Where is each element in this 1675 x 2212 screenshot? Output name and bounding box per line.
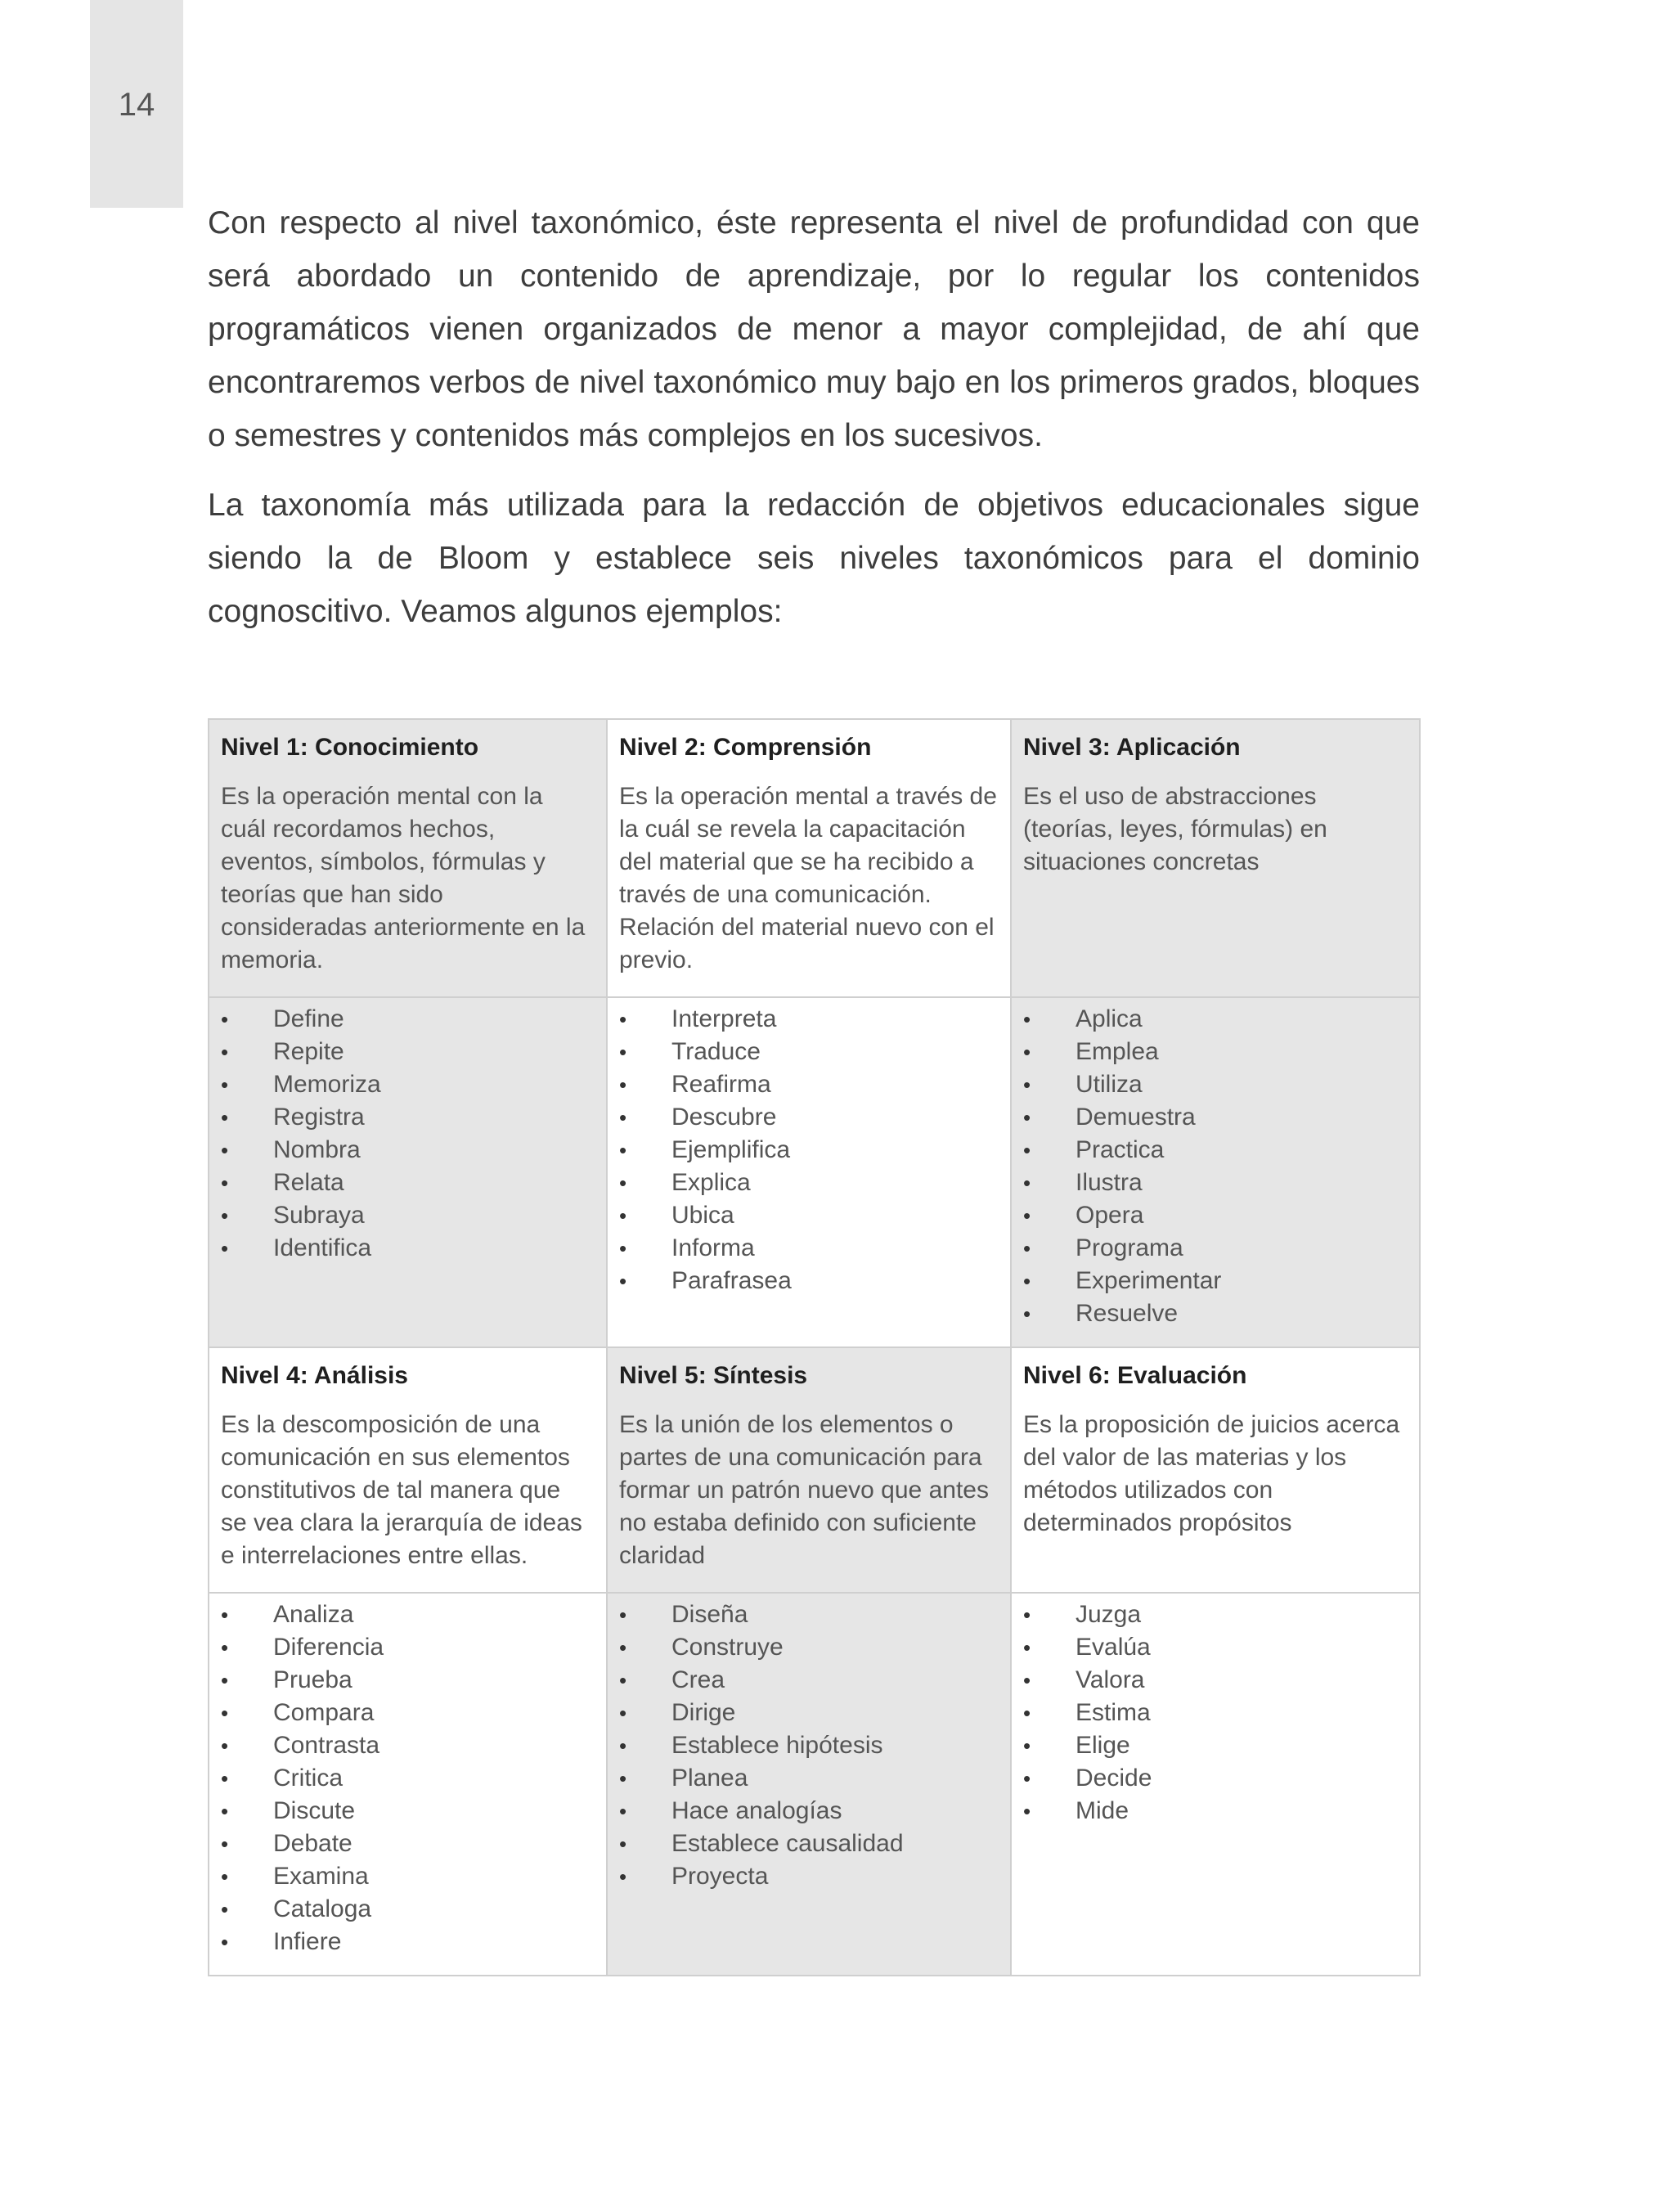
bullet-icon: • bbox=[221, 1766, 229, 1791]
verb-text: Define bbox=[273, 1005, 344, 1032]
level-5-verb-list bbox=[619, 1594, 997, 1909]
bullet-icon: • bbox=[619, 1072, 627, 1097]
bullet-icon: • bbox=[1023, 1799, 1031, 1823]
table-row-levels-4-6-verbs bbox=[209, 1593, 1420, 1976]
bullet-icon: • bbox=[619, 1040, 627, 1064]
bullet-icon: • bbox=[221, 1236, 229, 1261]
verb-list-item bbox=[221, 1598, 593, 1631]
verb-text: Crea bbox=[671, 1666, 725, 1693]
verb-list-item bbox=[1023, 1265, 1406, 1297]
verb-list-item bbox=[221, 1664, 593, 1697]
bullet-icon: • bbox=[1023, 1072, 1031, 1097]
verb-list-item bbox=[619, 1795, 997, 1828]
bullet-icon: • bbox=[619, 1766, 627, 1791]
bullet-icon: • bbox=[1023, 1040, 1031, 1064]
verb-list-item bbox=[221, 1036, 593, 1068]
level-4-heading-cell bbox=[209, 1347, 607, 1593]
verb-list-item bbox=[619, 1101, 997, 1134]
body-text bbox=[208, 196, 1420, 654]
level-5-title: Nivel 5: Síntesis bbox=[619, 1362, 808, 1389]
verb-list-item bbox=[221, 1631, 593, 1664]
level-5-heading-cell bbox=[607, 1347, 1011, 1593]
table-row-levels-1-3-heading bbox=[209, 719, 1420, 997]
level-2-description: Es la operación mental a través de la cuál se revela la capacitación del material que se ha recibido a través de una comunicación. Relación del material nuevo con el previo. bbox=[619, 783, 997, 973]
verb-text: Critica bbox=[273, 1765, 344, 1792]
verb-list-item bbox=[1023, 1762, 1406, 1795]
verb-text: Compara bbox=[273, 1699, 375, 1726]
verb-text: Planea bbox=[671, 1765, 748, 1792]
bullet-icon: • bbox=[1023, 1635, 1031, 1660]
level-4-verb-list bbox=[221, 1594, 593, 1975]
bullet-icon: • bbox=[619, 1799, 627, 1823]
bullet-icon: • bbox=[1023, 1603, 1031, 1627]
bullet-icon: • bbox=[619, 1105, 627, 1130]
verb-text: Identifica bbox=[273, 1234, 372, 1261]
verb-list-item bbox=[221, 1762, 593, 1795]
verb-text: Decide bbox=[1076, 1765, 1152, 1792]
bullet-icon: • bbox=[619, 1603, 627, 1627]
verb-list-item bbox=[619, 1631, 997, 1664]
verb-list-item bbox=[619, 1697, 997, 1729]
verb-list-item bbox=[619, 1762, 997, 1795]
verb-text: Debate bbox=[273, 1830, 353, 1857]
verb-text: Demuestra bbox=[1076, 1104, 1196, 1131]
verb-text: Repite bbox=[273, 1038, 344, 1065]
verb-list-item bbox=[1023, 1631, 1406, 1664]
verb-text: Analiza bbox=[273, 1601, 354, 1628]
bullet-icon: • bbox=[619, 1269, 627, 1293]
verb-text: Juzga bbox=[1076, 1601, 1142, 1628]
table-row-levels-4-6-heading bbox=[209, 1347, 1420, 1593]
verb-text: Practica bbox=[1076, 1136, 1165, 1163]
verb-text: Infiere bbox=[273, 1928, 342, 1955]
verb-list-item bbox=[619, 1598, 997, 1631]
verb-text: Evalúa bbox=[1076, 1634, 1151, 1661]
bullet-icon: • bbox=[1023, 1668, 1031, 1693]
level-4-verbs-cell bbox=[209, 1593, 607, 1976]
bullet-icon: • bbox=[619, 1701, 627, 1725]
verb-text: Utiliza bbox=[1076, 1071, 1143, 1098]
bullet-icon: • bbox=[221, 1864, 229, 1889]
bullet-icon: • bbox=[221, 1171, 229, 1195]
verb-list-item bbox=[221, 1199, 593, 1232]
verb-text: Aplica bbox=[1076, 1005, 1143, 1032]
page-number: 14 bbox=[118, 87, 155, 123]
verb-text: Informa bbox=[671, 1234, 755, 1261]
verb-list-item bbox=[1023, 1232, 1406, 1265]
bullet-icon: • bbox=[619, 1138, 627, 1162]
verb-text: Construye bbox=[671, 1634, 784, 1661]
verb-list-item bbox=[221, 1101, 593, 1134]
verb-list-item bbox=[619, 1232, 997, 1265]
verb-list-item bbox=[619, 1167, 997, 1199]
verb-text: Resuelve bbox=[1076, 1300, 1179, 1327]
level-1-heading-cell bbox=[209, 719, 607, 997]
bullet-icon: • bbox=[619, 1203, 627, 1228]
verb-list-item bbox=[619, 1003, 997, 1036]
level-3-verbs-cell bbox=[1011, 997, 1420, 1347]
bullet-icon: • bbox=[221, 1105, 229, 1130]
verb-list-item bbox=[619, 1265, 997, 1297]
verb-list-item bbox=[1023, 1297, 1406, 1330]
verb-list-item bbox=[619, 1664, 997, 1697]
bullet-icon: • bbox=[619, 1832, 627, 1856]
verb-text: Establece hipótesis bbox=[671, 1732, 883, 1759]
bullet-icon: • bbox=[221, 1930, 229, 1954]
verb-list-item bbox=[221, 1729, 593, 1762]
verb-list-item bbox=[619, 1036, 997, 1068]
verb-text: Ubica bbox=[671, 1202, 734, 1229]
bullet-icon: • bbox=[619, 1733, 627, 1758]
verb-text: Ejemplifica bbox=[671, 1136, 791, 1163]
verb-text: Experimentar bbox=[1076, 1267, 1222, 1294]
bullet-icon: • bbox=[1023, 1302, 1031, 1326]
verb-text: Registra bbox=[273, 1104, 365, 1131]
verb-text: Emplea bbox=[1076, 1038, 1159, 1065]
verb-list-item bbox=[1023, 1068, 1406, 1101]
verb-text: Examina bbox=[273, 1863, 369, 1890]
verb-list-item bbox=[221, 1860, 593, 1893]
bullet-icon: • bbox=[221, 1203, 229, 1228]
verb-text: Valora bbox=[1076, 1666, 1145, 1693]
verb-list-item bbox=[1023, 1003, 1406, 1036]
taxonomy-table bbox=[208, 718, 1421, 1976]
verb-text: Explica bbox=[671, 1169, 751, 1196]
level-3-verb-list bbox=[1023, 998, 1406, 1347]
verb-text: Reafirma bbox=[671, 1071, 771, 1098]
level-4-title: Nivel 4: Análisis bbox=[221, 1362, 408, 1389]
bullet-icon: • bbox=[619, 1007, 627, 1032]
level-5-description: Es la unión de los elementos o partes de una comunicación para formar un patrón nuevo que antes no estaba definido con suficiente claridad bbox=[619, 1411, 989, 1569]
bullet-icon: • bbox=[1023, 1105, 1031, 1130]
verb-text: Diferencia bbox=[273, 1634, 384, 1661]
bullet-icon: • bbox=[221, 1603, 229, 1627]
bullet-icon: • bbox=[1023, 1269, 1031, 1293]
verb-list-item bbox=[619, 1828, 997, 1860]
verb-text: Establece causalidad bbox=[671, 1830, 904, 1857]
bullet-icon: • bbox=[221, 1072, 229, 1097]
table-row-levels-1-3-verbs bbox=[209, 997, 1420, 1347]
verb-list-item bbox=[1023, 1697, 1406, 1729]
level-1-verbs-cell bbox=[209, 997, 607, 1347]
level-2-verbs-cell bbox=[607, 997, 1011, 1347]
verb-text: Programa bbox=[1076, 1234, 1183, 1261]
bullet-icon: • bbox=[221, 1701, 229, 1725]
verb-list-item bbox=[1023, 1199, 1406, 1232]
bullet-icon: • bbox=[221, 1668, 229, 1693]
verb-list-item bbox=[1023, 1598, 1406, 1631]
verb-text: Hace analogías bbox=[671, 1797, 842, 1824]
verb-list-item bbox=[619, 1860, 997, 1893]
verb-text: Estima bbox=[1076, 1699, 1151, 1726]
bullet-icon: • bbox=[221, 1635, 229, 1660]
verb-list-item bbox=[1023, 1729, 1406, 1762]
bullet-icon: • bbox=[619, 1864, 627, 1889]
verb-list-item bbox=[1023, 1167, 1406, 1199]
verb-list-item bbox=[619, 1134, 997, 1167]
verb-text: Elige bbox=[1076, 1732, 1130, 1759]
level-2-title: Nivel 2: Comprensión bbox=[619, 734, 872, 761]
verb-text: Subraya bbox=[273, 1202, 365, 1229]
verb-list-item bbox=[221, 1167, 593, 1199]
verb-list-item bbox=[1023, 1664, 1406, 1697]
verb-text: Ilustra bbox=[1076, 1169, 1143, 1196]
verb-text: Relata bbox=[273, 1169, 344, 1196]
level-1-verb-list bbox=[221, 998, 593, 1281]
verb-list-item bbox=[1023, 1795, 1406, 1828]
level-6-verbs-cell bbox=[1011, 1593, 1420, 1976]
bullet-icon: • bbox=[1023, 1171, 1031, 1195]
bullet-icon: • bbox=[1023, 1701, 1031, 1725]
level-6-heading-cell bbox=[1011, 1347, 1420, 1593]
level-6-title: Nivel 6: Evaluación bbox=[1023, 1362, 1247, 1389]
verb-list-item bbox=[221, 1134, 593, 1167]
verb-list-item bbox=[221, 1068, 593, 1101]
bullet-icon: • bbox=[221, 1733, 229, 1758]
verb-text: Nombra bbox=[273, 1136, 361, 1163]
verb-text: Prueba bbox=[273, 1666, 353, 1693]
level-4-description: Es la descomposición de una comunicación en sus elementos constitutivos de tal manera que se vea clara la jerarquía de ideas e interrelaciones entre ellas. bbox=[221, 1411, 582, 1569]
verb-list-item bbox=[221, 1003, 593, 1036]
verb-text: Traduce bbox=[671, 1038, 761, 1065]
bullet-icon: • bbox=[619, 1236, 627, 1261]
level-1-description: Es la operación mental con la cuál recordamos hechos, eventos, símbolos, fórmulas y teorías que han sido consideradas anteriormente en la memoria. bbox=[221, 783, 586, 973]
verb-text: Mide bbox=[1076, 1797, 1129, 1824]
verb-text: Descubre bbox=[671, 1104, 777, 1131]
verb-text: Opera bbox=[1076, 1202, 1144, 1229]
intro-paragraph: Con respecto al nivel taxonómico, éste representa el nivel de profundidad con que será abordado un contenido de aprendizaje, por lo regular los contenidos programáticos vienen organizados de menor a mayor complejidad, de ahí que encontraremos verbos de nivel taxonómico muy bajo en los primeros grados, bloques o semestres y contenidos más complejos en los sucesivos. bbox=[208, 205, 1420, 453]
verb-text: Dirige bbox=[671, 1699, 736, 1726]
level-3-description: Es el uso de abstracciones (teorías, leyes, fórmulas) en situaciones concretas bbox=[1023, 783, 1327, 875]
bullet-icon: • bbox=[1023, 1007, 1031, 1032]
verb-text: Parafrasea bbox=[671, 1267, 792, 1294]
verb-list-item bbox=[619, 1199, 997, 1232]
bullet-icon: • bbox=[619, 1635, 627, 1660]
verb-list-item bbox=[619, 1729, 997, 1762]
bullet-icon: • bbox=[619, 1668, 627, 1693]
bullet-icon: • bbox=[1023, 1203, 1031, 1228]
verb-list-item bbox=[221, 1697, 593, 1729]
bullet-icon: • bbox=[1023, 1766, 1031, 1791]
level-3-title: Nivel 3: Aplicación bbox=[1023, 734, 1241, 761]
bullet-icon: • bbox=[221, 1040, 229, 1064]
verb-text: Proyecta bbox=[671, 1863, 769, 1890]
bullet-icon: • bbox=[221, 1799, 229, 1823]
verb-text: Cataloga bbox=[273, 1895, 372, 1922]
verb-list-item bbox=[221, 1893, 593, 1926]
level-1-title: Nivel 1: Conocimiento bbox=[221, 734, 479, 761]
verb-list-item bbox=[1023, 1036, 1406, 1068]
verb-text: Diseña bbox=[671, 1601, 748, 1628]
bullet-icon: • bbox=[221, 1897, 229, 1922]
level-2-heading-cell bbox=[607, 719, 1011, 997]
level-2-verb-list bbox=[619, 998, 997, 1314]
verb-text: Interpreta bbox=[671, 1005, 777, 1032]
verb-list-item bbox=[619, 1068, 997, 1101]
bullet-icon: • bbox=[221, 1832, 229, 1856]
verb-list-item bbox=[1023, 1134, 1406, 1167]
bullet-icon: • bbox=[1023, 1236, 1031, 1261]
level-3-heading-cell bbox=[1011, 719, 1420, 997]
bullet-icon: • bbox=[221, 1138, 229, 1162]
level-6-verb-list bbox=[1023, 1594, 1406, 1844]
verb-text: Contrasta bbox=[273, 1732, 380, 1759]
verb-list-item bbox=[221, 1232, 593, 1265]
bullet-icon: • bbox=[1023, 1733, 1031, 1758]
level-6-description: Es la proposición de juicios acerca del valor de las materias y los métodos utilizados con determinados propósitos bbox=[1023, 1411, 1400, 1536]
verb-list-item bbox=[221, 1926, 593, 1958]
bloom-paragraph: La taxonomía más utilizada para la redacción de objetivos educacionales sigue siendo la de Bloom y establece seis niveles taxonómicos para el dominio cognoscitivo. Veamos algunos ejemplos: bbox=[208, 488, 1420, 629]
bullet-icon: • bbox=[1023, 1138, 1031, 1162]
bullet-icon: • bbox=[221, 1007, 229, 1032]
verb-text: Memoriza bbox=[273, 1071, 381, 1098]
verb-list-item bbox=[221, 1828, 593, 1860]
bullet-icon: • bbox=[619, 1171, 627, 1195]
verb-list-item bbox=[221, 1795, 593, 1828]
verb-text: Discute bbox=[273, 1797, 356, 1824]
verb-list-item bbox=[1023, 1101, 1406, 1134]
level-5-verbs-cell bbox=[607, 1593, 1011, 1976]
